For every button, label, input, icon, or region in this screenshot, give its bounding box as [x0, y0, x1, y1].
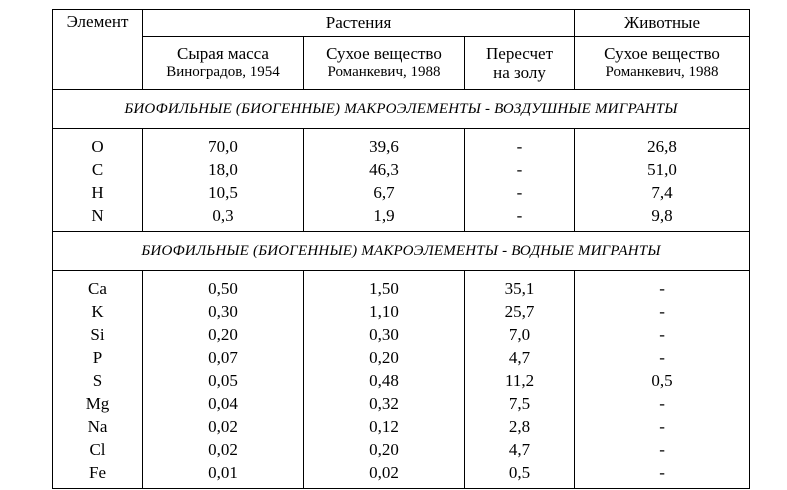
table-row [53, 461, 750, 489]
cell-ash: 2,8 [465, 415, 575, 438]
cell-dry-animals: - [575, 300, 750, 323]
cell-element: Fe [53, 461, 143, 489]
cell-dry-animals: 51,0 [575, 158, 750, 181]
header-animals: Животные [575, 10, 750, 37]
table-row [53, 271, 750, 301]
cell-raw-mass: 0,02 [143, 415, 304, 438]
header-dry-animals [575, 37, 750, 90]
cell-dry-plants: 1,50 [304, 271, 465, 301]
cell-dry-animals: - [575, 415, 750, 438]
cell-ash: 7,0 [465, 323, 575, 346]
cell-dry-plants: 0,12 [304, 415, 465, 438]
cell-raw-mass: 0,04 [143, 392, 304, 415]
table-row [53, 158, 750, 181]
section-title: БИОФИЛЬНЫЕ (БИОГЕННЫЕ) МАКРОЭЛЕМЕНТЫ - ВОДНЫЕ МИГРАНТЫ [53, 232, 750, 271]
cell-ash: - [465, 204, 575, 232]
cell-element: Ca [53, 271, 143, 301]
cell-ash: 7,5 [465, 392, 575, 415]
table-row [53, 415, 750, 438]
header-ash-line2: на золу [493, 63, 546, 82]
table-row [53, 181, 750, 204]
cell-ash: - [465, 181, 575, 204]
header-row-1 [53, 10, 750, 37]
cell-raw-mass: 10,5 [143, 181, 304, 204]
cell-raw-mass: 0,30 [143, 300, 304, 323]
cell-ash: 4,7 [465, 346, 575, 369]
cell-dry-plants: 1,10 [304, 300, 465, 323]
cell-element: H [53, 181, 143, 204]
cell-element: Cl [53, 438, 143, 461]
header-raw-mass [143, 37, 304, 90]
cell-element: P [53, 346, 143, 369]
element-composition-table [52, 9, 750, 489]
header-dry-animals-source: Романкевич, 1988 [605, 64, 719, 80]
header-ash [465, 37, 575, 90]
cell-raw-mass: 18,0 [143, 158, 304, 181]
cell-dry-plants: 0,32 [304, 392, 465, 415]
cell-dry-plants: 0,02 [304, 461, 465, 489]
cell-element: Mg [53, 392, 143, 415]
cell-ash: 11,2 [465, 369, 575, 392]
cell-dry-plants: 1,9 [304, 204, 465, 232]
header-raw-mass-label: Сырая масса [177, 44, 269, 63]
cell-ash: 25,7 [465, 300, 575, 323]
table-row [53, 369, 750, 392]
section-title: БИОФИЛЬНЫЕ (БИОГЕННЫЕ) МАКРОЭЛЕМЕНТЫ - ВОЗДУШНЫЕ МИГРАНТЫ [53, 90, 750, 129]
table-row [53, 204, 750, 232]
cell-dry-animals: 7,4 [575, 181, 750, 204]
cell-raw-mass: 0,50 [143, 271, 304, 301]
cell-dry-animals: - [575, 323, 750, 346]
cell-dry-animals: - [575, 271, 750, 301]
cell-element: N [53, 204, 143, 232]
header-row-2 [53, 37, 750, 90]
header-dry-animals-label: Сухое вещество [604, 44, 720, 63]
section-header [53, 90, 750, 129]
cell-ash: - [465, 158, 575, 181]
header-ash-line1: Пересчет [486, 44, 554, 63]
cell-dry-plants: 39,6 [304, 129, 465, 159]
cell-ash: 35,1 [465, 271, 575, 301]
cell-raw-mass: 0,20 [143, 323, 304, 346]
cell-element: S [53, 369, 143, 392]
cell-dry-plants: 6,7 [304, 181, 465, 204]
cell-dry-animals: - [575, 461, 750, 489]
cell-dry-plants: 0,20 [304, 438, 465, 461]
cell-element: Na [53, 415, 143, 438]
cell-dry-plants: 46,3 [304, 158, 465, 181]
cell-raw-mass: 70,0 [143, 129, 304, 159]
header-raw-mass-source: Виноградов, 1954 [166, 64, 280, 80]
table-row [53, 438, 750, 461]
table-row [53, 346, 750, 369]
header-dry-plants-label: Сухое вещество [326, 44, 442, 63]
cell-ash: 4,7 [465, 438, 575, 461]
cell-raw-mass: 0,02 [143, 438, 304, 461]
cell-dry-animals: 9,8 [575, 204, 750, 232]
cell-ash: 0,5 [465, 461, 575, 489]
cell-dry-plants: 0,30 [304, 323, 465, 346]
cell-raw-mass: 0,05 [143, 369, 304, 392]
cell-raw-mass: 0,3 [143, 204, 304, 232]
cell-dry-plants: 0,20 [304, 346, 465, 369]
cell-raw-mass: 0,01 [143, 461, 304, 489]
section-header [53, 232, 750, 271]
cell-dry-animals: 0,5 [575, 369, 750, 392]
cell-dry-animals: - [575, 392, 750, 415]
table-row [53, 300, 750, 323]
header-dry-plants [304, 37, 465, 90]
cell-dry-animals: 26,8 [575, 129, 750, 159]
cell-dry-animals: - [575, 346, 750, 369]
cell-element: C [53, 158, 143, 181]
header-plants: Растения [143, 10, 575, 37]
cell-element: O [53, 129, 143, 159]
cell-dry-animals: - [575, 438, 750, 461]
cell-ash: - [465, 129, 575, 159]
cell-element: K [53, 300, 143, 323]
cell-dry-plants: 0,48 [304, 369, 465, 392]
table-row [53, 323, 750, 346]
cell-raw-mass: 0,07 [143, 346, 304, 369]
table-row [53, 129, 750, 159]
header-element: Элемент [53, 10, 143, 90]
cell-element: Si [53, 323, 143, 346]
table-row [53, 392, 750, 415]
header-dry-plants-source: Романкевич, 1988 [327, 64, 441, 80]
